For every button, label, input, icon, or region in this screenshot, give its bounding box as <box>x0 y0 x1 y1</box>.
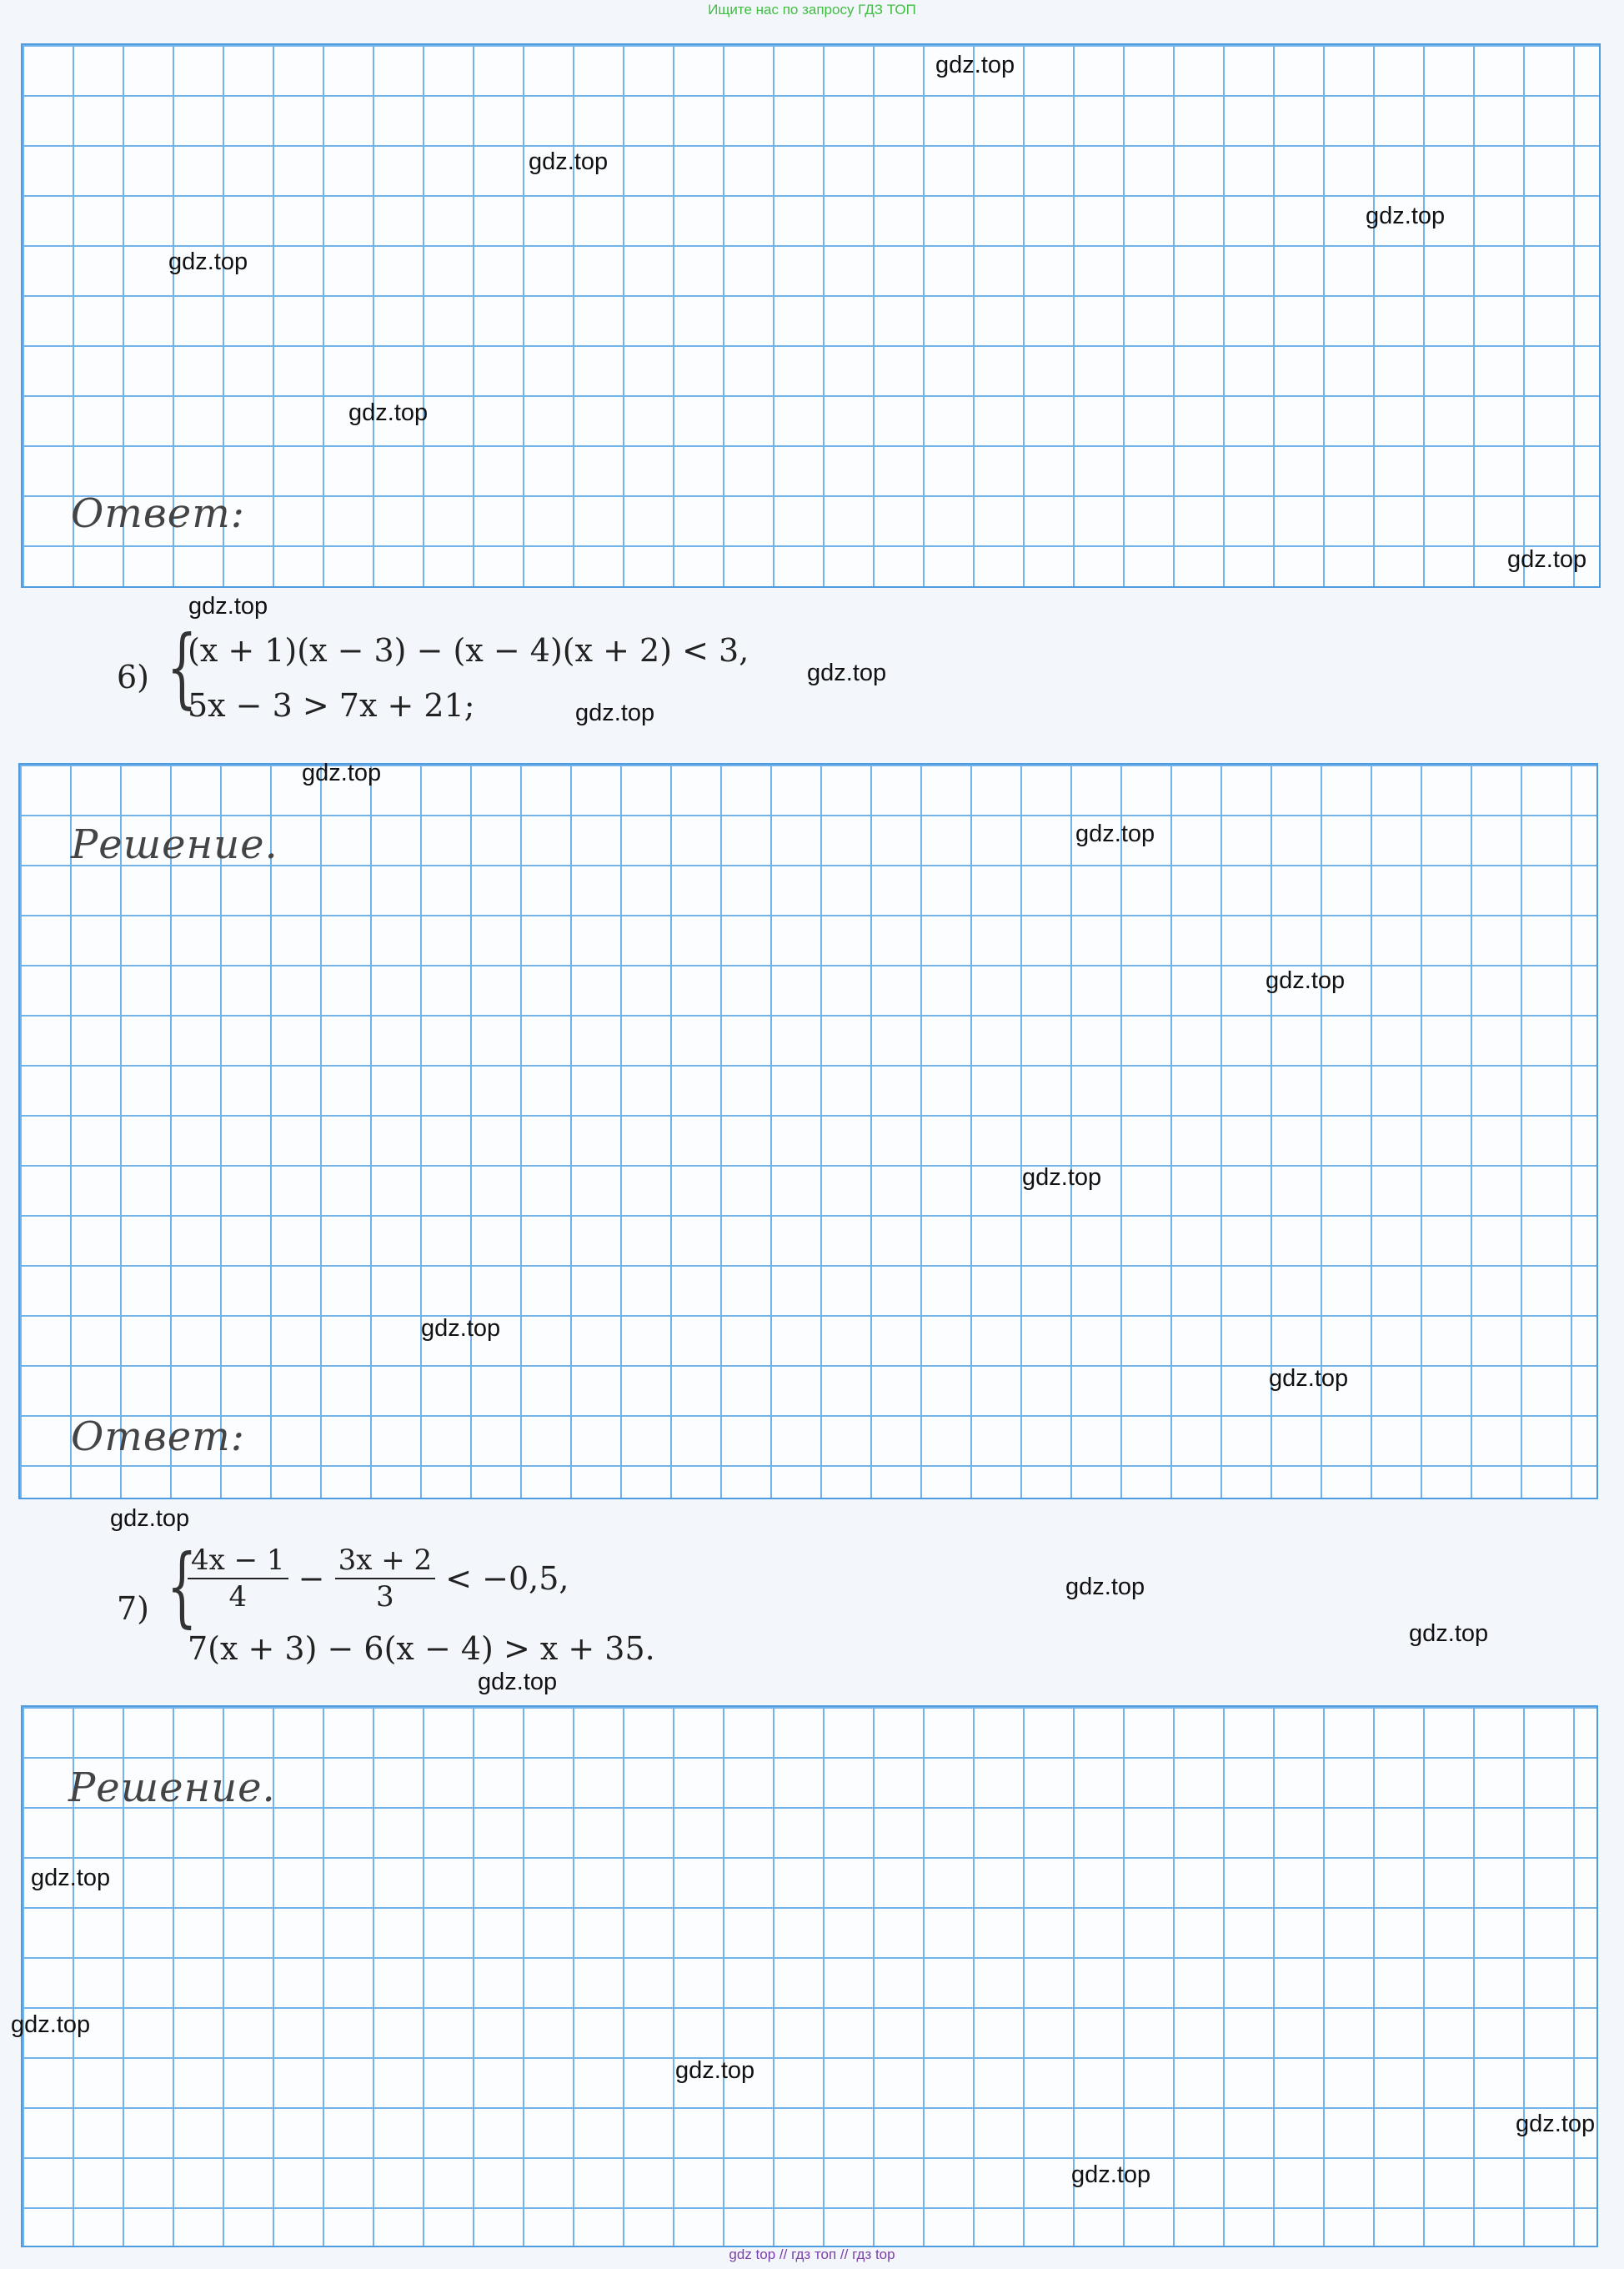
problem-7-brace: { <box>167 1535 198 1637</box>
watermark[interactable]: gdz.top <box>11 2011 91 2038</box>
problem-6-brace: { <box>167 616 198 718</box>
problem-6-line-1: (x + 1)(x − 3) − (x − 4)(x + 2) < 3, <box>188 632 749 669</box>
watermark[interactable]: gdz.top <box>807 660 887 686</box>
watermark[interactable]: gdz.top <box>421 1315 501 1342</box>
fraction-1-numerator: 4x − 1 <box>188 1543 288 1579</box>
watermark[interactable]: gdz.top <box>935 52 1015 78</box>
fraction-2-denominator: 3 <box>376 1580 394 1614</box>
watermark[interactable]: gdz.top <box>1507 546 1587 573</box>
watermark[interactable]: gdz.top <box>675 2057 755 2084</box>
watermark[interactable]: gdz.top <box>1266 967 1346 994</box>
answer-label-6: Ответ: <box>71 1413 245 1460</box>
solution-label-7: Решение. <box>68 1764 276 1811</box>
watermark[interactable]: gdz.top <box>1065 1574 1145 1600</box>
watermark[interactable]: gdz.top <box>1409 1620 1489 1647</box>
fraction-2 <box>335 1543 436 1614</box>
watermark[interactable]: gdz.top <box>1366 203 1446 229</box>
watermark[interactable]: gdz.top <box>168 248 248 275</box>
problem-7-line-2: 7(x + 3) − 6(x − 4) > x + 35. <box>188 1630 655 1667</box>
watermark[interactable]: gdz.top <box>575 700 655 726</box>
watermark[interactable]: gdz.top <box>188 593 268 620</box>
solution-grid-box-6 <box>18 763 1598 1499</box>
minus-sign: − <box>298 1560 325 1597</box>
watermark[interactable]: gdz.top <box>1022 1164 1102 1191</box>
problem-7-line-1 <box>188 1543 569 1614</box>
answer-label-top: Ответ: <box>71 490 245 537</box>
watermark[interactable]: gdz.top <box>478 1669 558 1695</box>
problem-7-number: 7) <box>117 1590 150 1627</box>
fraction-1 <box>188 1543 288 1614</box>
watermark[interactable]: gdz.top <box>1269 1365 1349 1392</box>
problem-6-line-2: 5x − 3 > 7x + 21; <box>188 687 475 724</box>
watermark[interactable]: gdz.top <box>1516 2111 1596 2137</box>
watermark[interactable]: gdz.top <box>110 1505 190 1532</box>
watermark[interactable]: gdz.top <box>302 760 382 786</box>
solution-label-6: Решение. <box>71 821 278 868</box>
fraction-1-denominator: 4 <box>228 1580 248 1614</box>
watermark[interactable]: gdz.top <box>1075 821 1155 847</box>
watermark[interactable]: gdz.top <box>1071 2161 1151 2188</box>
problem-7-rhs: < −0,5, <box>445 1560 569 1597</box>
watermark[interactable]: gdz.top <box>348 399 429 426</box>
problem-6-number: 6) <box>117 659 150 695</box>
watermark[interactable]: gdz.top <box>529 148 609 175</box>
top-banner[interactable]: Ищите нас по запросу ГДЗ ТОП <box>708 2 916 18</box>
watermark[interactable]: gdz.top <box>31 1865 111 1891</box>
footer-links[interactable]: gdz top // гдз топ // гдз top <box>729 2246 895 2262</box>
fraction-2-numerator: 3x + 2 <box>335 1543 436 1579</box>
answer-grid-box-top <box>21 43 1601 588</box>
